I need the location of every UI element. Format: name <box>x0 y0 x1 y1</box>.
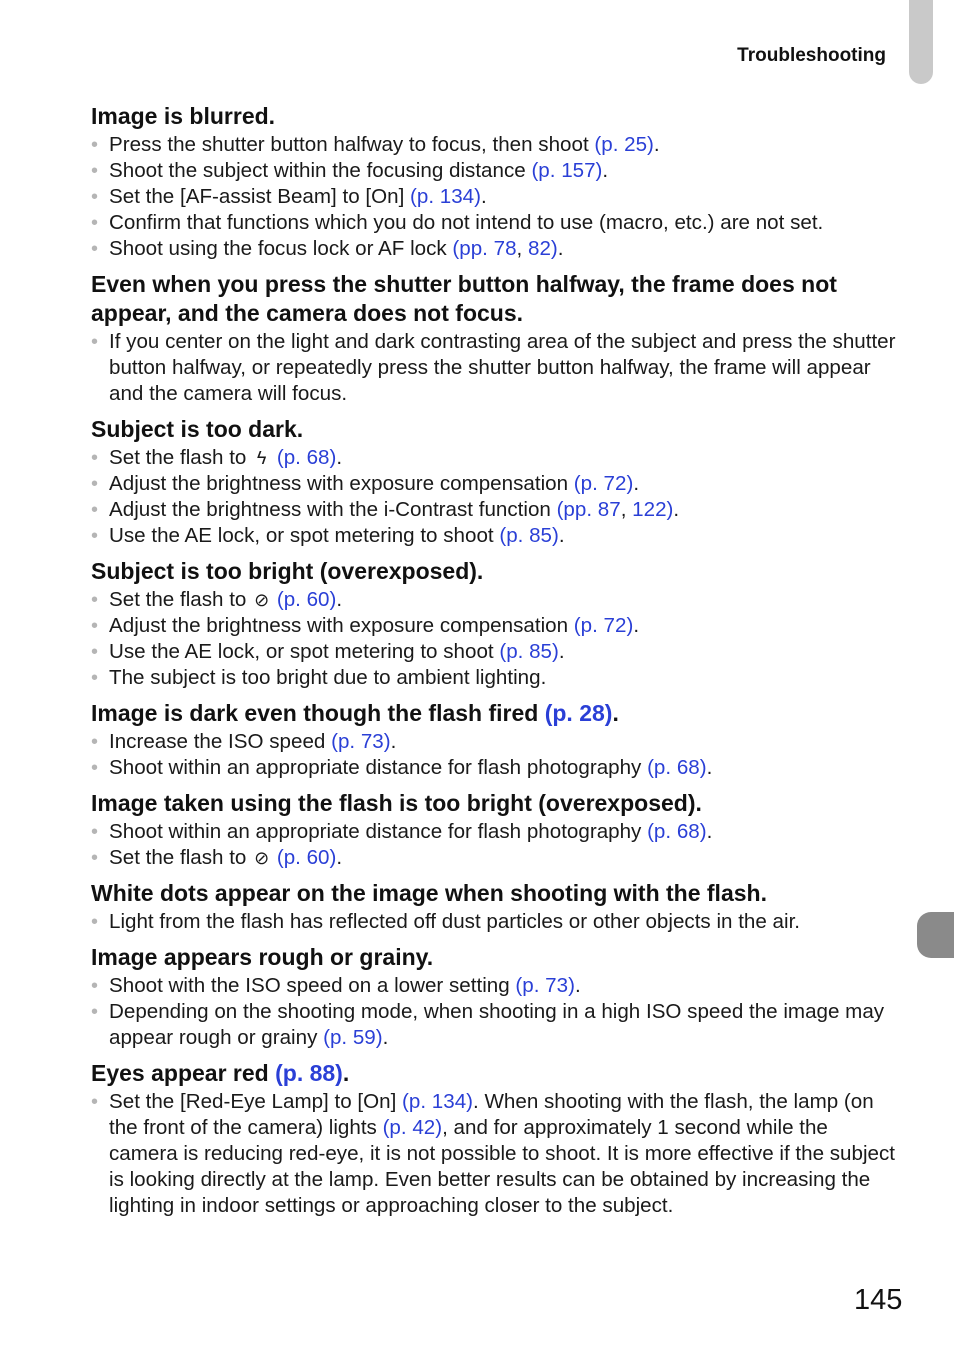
heading-text: Image is blurred. <box>91 103 276 129</box>
troubleshooting-content <box>91 102 899 1227</box>
item-text: Shoot using the focus lock or AF lock <box>109 237 453 260</box>
page-reference-link[interactable]: (p. 73) <box>331 730 391 753</box>
bullet-list <box>91 1089 899 1219</box>
troubleshooting-section <box>91 557 899 691</box>
flash-on-icon: ϟ <box>256 448 267 468</box>
bullet-dot-icon: • <box>91 667 99 689</box>
heading-suffix: . <box>342 1060 350 1086</box>
item-text: . <box>481 185 487 208</box>
section-header: Troubleshooting <box>737 45 886 66</box>
bullet-dot-icon: • <box>91 212 99 234</box>
item-text: Shoot within an appropriate distance for flash photography <box>109 756 648 779</box>
page-reference-link[interactable]: (p. 68) <box>647 756 707 779</box>
bullet-dot-icon: • <box>91 473 99 495</box>
item-text: Adjust the brightness with the i-Contrast function <box>109 498 557 521</box>
bullet-dot-icon: • <box>91 1091 99 1113</box>
item-text: . <box>558 524 565 547</box>
bullet-dot-icon: • <box>91 134 99 156</box>
page-reference-link[interactable]: (p. 157) <box>531 159 603 182</box>
heading-text: Image taken using the flash is too bright (overexposed). <box>91 790 702 816</box>
page-reference-link[interactable]: (p. 42) <box>382 1116 443 1139</box>
troubleshooting-section <box>91 879 899 935</box>
page-reference-link[interactable]: (p. 73) <box>515 974 575 997</box>
section-heading <box>91 699 899 728</box>
page-reference-link[interactable]: (p. 85) <box>499 524 559 547</box>
list-item <box>91 236 899 262</box>
page-reference-link[interactable]: (p. 85) <box>499 640 559 663</box>
heading-text: Subject is too bright (overexposed). <box>91 558 484 584</box>
item-text: . <box>336 446 343 469</box>
page-reference-link[interactable]: (p. 60) <box>276 846 337 869</box>
section-heading <box>91 789 899 818</box>
item-text: . <box>382 1026 389 1049</box>
bullet-dot-icon: • <box>91 821 99 843</box>
troubleshooting-section <box>91 789 899 871</box>
page-reference-link[interactable]: (p. 25) <box>594 133 654 156</box>
item-text: Set the flash to <box>109 588 253 611</box>
item-text: Set the flash to <box>109 846 253 869</box>
bullet-list <box>91 973 899 1051</box>
page-reference-link[interactable]: (p. 68) <box>276 446 337 469</box>
bullet-dot-icon: • <box>91 731 99 753</box>
item-text: Shoot within an appropriate distance for flash photography <box>109 820 648 843</box>
page-reference-link[interactable]: 82) <box>528 237 558 260</box>
page-reference-link[interactable]: (p. 88) <box>275 1060 343 1086</box>
troubleshooting-section <box>91 102 899 262</box>
bullet-list <box>91 132 899 262</box>
bullet-dot-icon: • <box>91 499 99 521</box>
list-item <box>91 158 899 184</box>
item-text: . <box>653 133 660 156</box>
section-heading <box>91 943 899 972</box>
section-heading <box>91 270 899 328</box>
list-item <box>91 613 899 639</box>
item-text: Set the [Red-Eye Lamp] to [On] <box>109 1090 403 1113</box>
bullet-dot-icon: • <box>91 447 99 469</box>
page-reference-link[interactable]: (p. 134) <box>402 1090 474 1113</box>
bullet-dot-icon: • <box>91 911 99 933</box>
item-text: , <box>516 237 528 260</box>
item-text: If you center on the light and dark contrasting area of the subject and press the shutter button halfway, or repeatedly press the shutter button halfway, the frame will appear and the camera will focus. <box>109 330 896 405</box>
item-text: Press the shutter button halfway to focus, then shoot <box>109 133 595 156</box>
item-text: The subject is too bright due to ambient lighting. <box>109 666 547 689</box>
section-heading <box>91 879 899 908</box>
page-number: 145 <box>854 1284 903 1316</box>
page-reference-link[interactable]: (p. 72) <box>573 472 634 495</box>
section-heading <box>91 102 899 131</box>
heading-text: Subject is too dark. <box>91 416 304 442</box>
item-text: Use the AE lock, or spot metering to shoot <box>109 640 500 663</box>
section-heading <box>91 415 899 444</box>
item-text: Depending on the shooting mode, when shooting in a high ISO speed the image may appear rough or grainy <box>109 1000 885 1049</box>
heading-text: Image is dark even though the flash fired <box>91 700 545 726</box>
item-text: Set the [AF-assist Beam] to [On] <box>109 185 411 208</box>
heading-text: Eyes appear red <box>91 1060 276 1086</box>
page-reference-link[interactable]: 122) <box>632 498 674 521</box>
bullet-dot-icon: • <box>91 615 99 637</box>
bullet-dot-icon: • <box>91 238 99 260</box>
item-text: . <box>336 846 343 869</box>
bullet-dot-icon: • <box>91 1001 99 1023</box>
item-text: Shoot with the ISO speed on a lower setting <box>109 974 516 997</box>
list-item <box>91 210 899 236</box>
bullet-dot-icon: • <box>91 847 99 869</box>
bullet-dot-icon: • <box>91 641 99 663</box>
bullet-dot-icon: • <box>91 525 99 547</box>
page-reference-link[interactable]: (p. 28) <box>544 700 613 726</box>
heading-suffix: . <box>612 700 619 726</box>
list-item <box>91 329 899 407</box>
list-item <box>91 639 899 665</box>
item-text: , and for approximately 1 second while the camera is reducing red-eye, it is not possible to shoot. It is more effective if the subject is looking directly at the lamp. Even better results can be obtained by increasing the lighting in indoor settings or approaching closer to the subject. <box>109 1116 895 1217</box>
list-item <box>91 845 899 871</box>
item-text: . <box>558 640 565 663</box>
item-text: . <box>706 756 713 779</box>
list-item <box>91 523 899 549</box>
bullet-dot-icon: • <box>91 589 99 611</box>
list-item <box>91 1089 899 1219</box>
heading-text: Even when you press the shutter button halfway, the frame does not appear, and the camera does not focus. <box>91 271 837 326</box>
item-text: . <box>633 472 640 495</box>
page-reference-link[interactable]: (p. 59) <box>323 1026 383 1049</box>
bullet-dot-icon: • <box>91 186 99 208</box>
item-text: . <box>602 159 609 182</box>
bullet-dot-icon: • <box>91 160 99 182</box>
section-heading <box>91 557 899 586</box>
item-text: Confirm that functions which you do not intend to use (macro, etc.) are not set. <box>109 211 824 234</box>
top-page-tab <box>909 0 933 84</box>
page-reference-link[interactable]: (p. 72) <box>573 614 634 637</box>
troubleshooting-section <box>91 699 899 781</box>
bullet-list <box>91 819 899 871</box>
item-text: Adjust the brightness with exposure compensation <box>109 472 574 495</box>
list-item <box>91 587 899 613</box>
list-item <box>91 755 899 781</box>
flash-off-icon: ⊘ <box>254 590 270 610</box>
chapter-tab <box>917 912 954 958</box>
item-text: Shoot the subject within the focusing distance <box>109 159 532 182</box>
item-text: Set the flash to <box>109 446 253 469</box>
bullet-list <box>91 587 899 691</box>
bullet-list <box>91 445 899 549</box>
list-item <box>91 184 899 210</box>
page-reference-link[interactable]: (pp. 78 <box>452 237 517 260</box>
item-text: . <box>336 588 343 611</box>
list-item <box>91 999 899 1051</box>
item-text: Adjust the brightness with exposure compensation <box>109 614 574 637</box>
item-text: . <box>633 614 640 637</box>
bullet-dot-icon: • <box>91 331 99 353</box>
section-heading <box>91 1059 899 1088</box>
item-text: . <box>390 730 397 753</box>
item-text: , <box>620 498 633 521</box>
troubleshooting-section <box>91 943 899 1051</box>
item-text: Increase the ISO speed <box>109 730 332 753</box>
item-text: . <box>557 237 564 260</box>
bullet-dot-icon: • <box>91 757 99 779</box>
item-text: Light from the flash has reflected off dust particles or other objects in the air. <box>109 910 801 933</box>
troubleshooting-section <box>91 1059 899 1219</box>
item-text: . When shooting with the flash, the lamp (on the front of the camera) lights <box>109 1090 874 1139</box>
troubleshooting-section <box>91 415 899 549</box>
flash-off-icon: ⊘ <box>254 848 270 868</box>
heading-text: Image appears rough or grainy. <box>91 944 434 970</box>
item-text: Use the AE lock, or spot metering to shoot <box>109 524 500 547</box>
page-reference-link[interactable]: (p. 134) <box>410 185 481 208</box>
bullet-dot-icon: • <box>91 975 99 997</box>
page-reference-link[interactable]: (p. 68) <box>647 820 707 843</box>
heading-text: White dots appear on the image when shooting with the flash. <box>91 880 767 906</box>
list-item <box>91 471 899 497</box>
list-item <box>91 445 899 471</box>
list-item <box>91 909 899 935</box>
bullet-list <box>91 729 899 781</box>
item-text: . <box>706 820 713 843</box>
troubleshooting-section <box>91 270 899 407</box>
list-item <box>91 665 899 691</box>
list-item <box>91 729 899 755</box>
list-item <box>91 819 899 845</box>
list-item <box>91 973 899 999</box>
list-item <box>91 132 899 158</box>
bullet-list <box>91 909 899 935</box>
list-item <box>91 497 899 523</box>
bullet-list <box>91 329 899 407</box>
page-reference-link[interactable]: (pp. 87 <box>556 498 621 521</box>
item-text: . <box>673 498 680 521</box>
page-reference-link[interactable]: (p. 60) <box>276 588 337 611</box>
item-text: . <box>574 974 581 997</box>
